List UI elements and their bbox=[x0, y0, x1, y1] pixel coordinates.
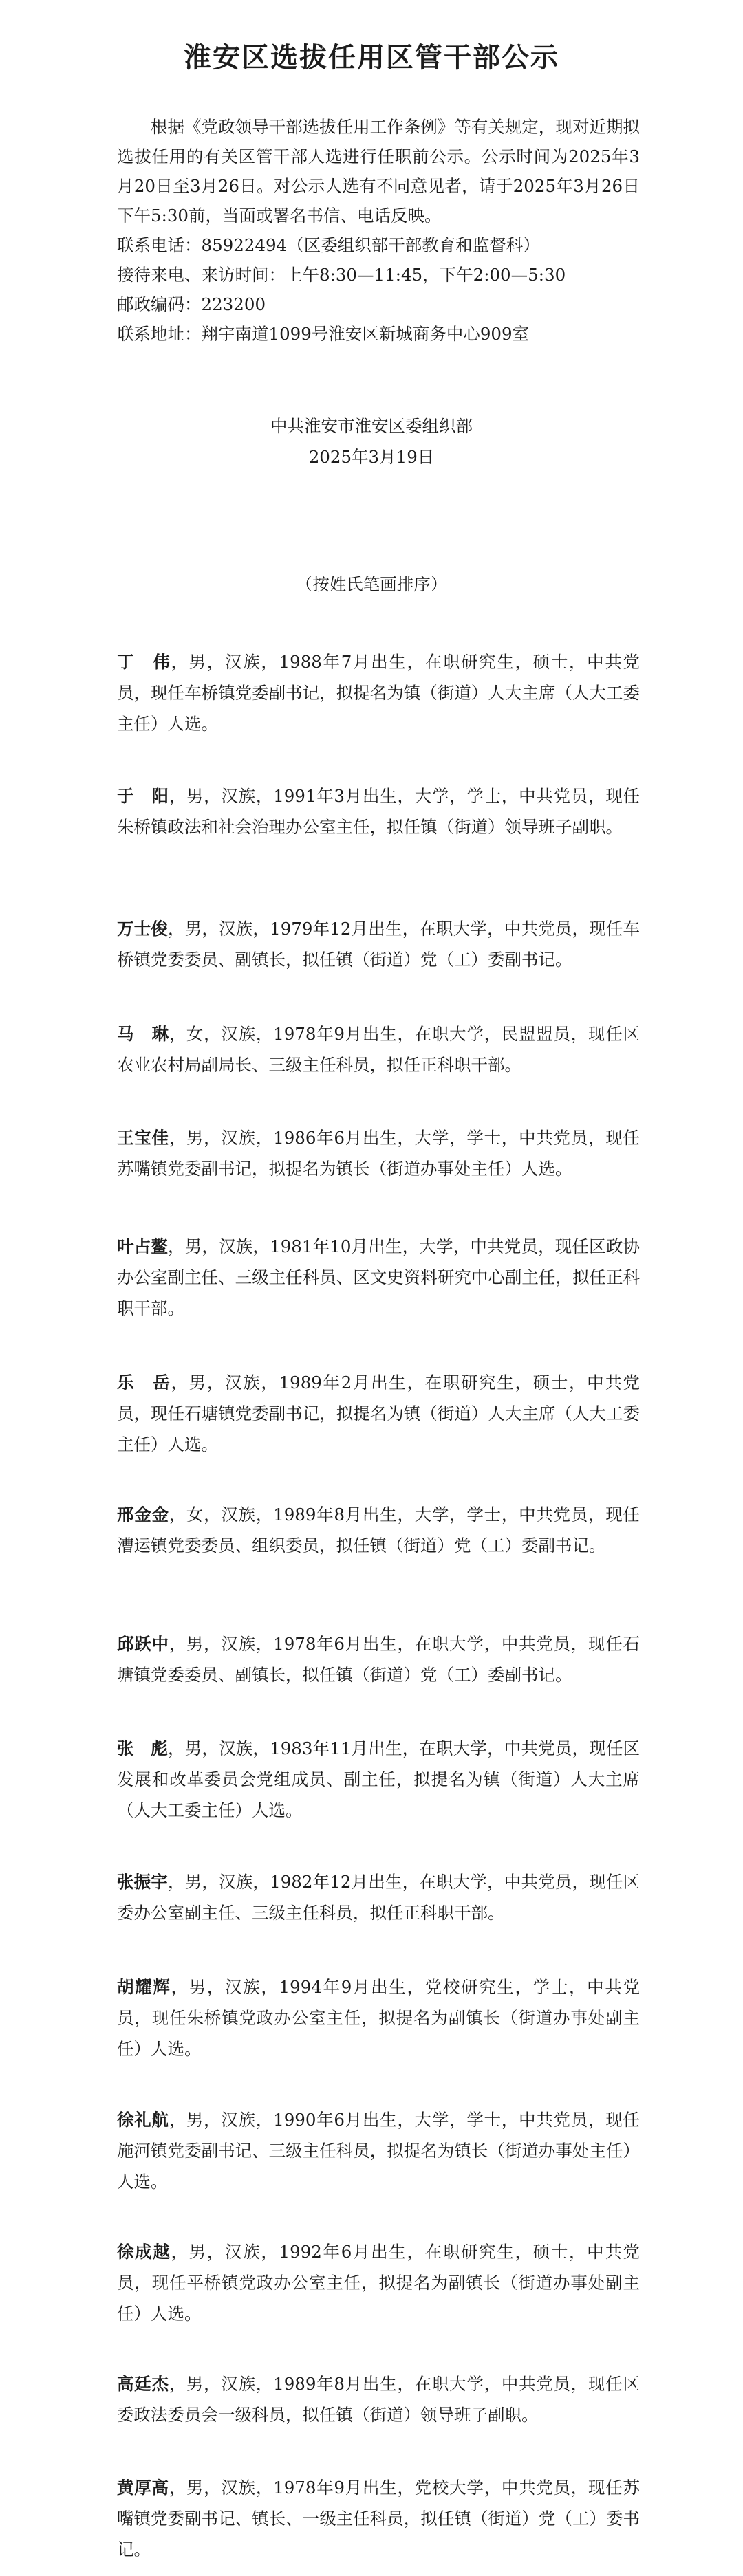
person-name: 徐成越 bbox=[117, 2242, 171, 2262]
signature-date: 2025年3月19日 bbox=[308, 447, 435, 467]
person-name: 高廷杰 bbox=[117, 2374, 169, 2394]
person-name: 邱跃中 bbox=[117, 1634, 169, 1654]
page-title: 淮安区选拔任用区管干部公示 bbox=[184, 42, 559, 74]
intro-paragraph: 根据《党政领导干部选拔任用工作条例》等有关规定，现对近期拟选拔任用的有关区管干部人选进行任职前公示。公示时间为2025年3月20日至3月26日。对公示人选有不同意见者，请于2025年3月26日下午5:30前，当面或署名书信、电话反映。 bbox=[117, 117, 640, 226]
order-note: （按姓氏笔画排序） bbox=[295, 574, 448, 594]
person-description: ，男，汉族，1990年6月出生，大学，学士，中共党员，现任施河镇党委副书记、三级主任科员，拟提名为镇长（街道办事处主任）人选。 bbox=[117, 2110, 640, 2192]
person-entry bbox=[117, 1866, 640, 1928]
person-description: ，女，汉族，1989年8月出生，大学，学士，中共党员，现任漕运镇党委委员、组织委员，拟任镇（街道）党（工）委副书记。 bbox=[117, 1505, 640, 1556]
person-name: 邢金金 bbox=[117, 1505, 169, 1525]
person-entry bbox=[117, 1231, 640, 1324]
person-description: ，男，汉族，1978年9月出生，党校大学，中共党员，现任苏嘴镇党委副书记、镇长、一级主任科员，拟任镇（街道）党（工）委书记。 bbox=[117, 2478, 640, 2559]
person-name: 万士俊 bbox=[117, 919, 169, 939]
person-entry bbox=[117, 1972, 640, 2064]
person-description: ，男，汉族，1981年10月出生，大学，中共党员，现任区政协办公室副主任、三级主任科员、区文史资料研究中心副主任，拟任正科职干部。 bbox=[117, 1236, 640, 1318]
contact-info bbox=[117, 230, 667, 349]
person-entry bbox=[117, 1628, 640, 1690]
person-name: 于 阳 bbox=[117, 786, 169, 806]
person-description: ，男，汉族，1991年3月出生，大学，学士，中共党员，现任朱桥镇政法和社会治理办公室主任，拟任镇（街道）领导班子副职。 bbox=[117, 786, 640, 837]
person-entry bbox=[117, 1733, 640, 1826]
person-name: 张振宇 bbox=[117, 1872, 169, 1892]
signature-org: 中共淮安市淮安区委组织部 bbox=[270, 416, 473, 436]
person-entry bbox=[117, 646, 640, 739]
person-name: 胡耀辉 bbox=[117, 1977, 171, 1997]
person-description: ，男，汉族，1988年7月出生，在职研究生，硕士，中共党员，现任车桥镇党委副书记，拟提名为镇（街道）人大主席（人大工委主任）人选。 bbox=[117, 652, 640, 734]
person-name: 叶占鳌 bbox=[117, 1236, 169, 1256]
person-entry bbox=[117, 2104, 640, 2197]
person-name: 乐 岳 bbox=[117, 1373, 171, 1393]
person-name: 徐礼航 bbox=[117, 2110, 169, 2130]
person-description: ，男，汉族，1989年2月出生，在职研究生，硕士，中共党员，现任石塘镇党委副书记，拟提名为镇（街道）人大主席（人大工委主任）人选。 bbox=[117, 1373, 640, 1454]
contact-address: 联系地址：翔宇南道1099号淮安区新城商务中心909室 bbox=[117, 324, 530, 344]
person-entry bbox=[117, 2472, 640, 2565]
person-entry bbox=[117, 1018, 640, 1080]
person-entry bbox=[117, 2236, 640, 2329]
person-entry bbox=[117, 913, 640, 975]
person-description: ，男，汉族，1982年12月出生，在职大学，中共党员，现任区委办公室副主任、三级主任科员，拟任正科职干部。 bbox=[117, 1872, 640, 1923]
person-entry bbox=[117, 1367, 640, 1460]
person-entry bbox=[117, 1499, 640, 1561]
person-description: ，男，汉族，1992年6月出生，在职研究生，硕士，中共党员，现任平桥镇党政办公室主任，拟提名为副镇长（街道办事处副主任）人选。 bbox=[117, 2242, 640, 2324]
contact-phone: 联系电话：85922494（区委组织部干部教育和监督科） bbox=[117, 235, 540, 255]
person-name: 马 琳 bbox=[117, 1024, 169, 1044]
person-description: ，男，汉族，1986年6月出生，大学，学士，中共党员，现任苏嘴镇党委副书记，拟提名为镇长（街道办事处主任）人选。 bbox=[117, 1128, 640, 1179]
person-description: ，男，汉族，1983年11月出生，在职大学，中共党员，现任区发展和改革委员会党组成员、副主任，拟提名为镇（街道）人大主席（人大工委主任）人选。 bbox=[117, 1738, 640, 1820]
person-description: ，女，汉族，1978年9月出生，在职大学，民盟盟员，现任区农业农村局副局长、三级主任科员，拟任正科职干部。 bbox=[117, 1024, 640, 1075]
person-name: 王宝佳 bbox=[117, 1128, 169, 1148]
person-entry bbox=[117, 781, 640, 842]
person-description: ，男，汉族，1989年8月出生，在职大学，中共党员，现任区委政法委员会一级科员，拟任镇（街道）领导班子副职。 bbox=[117, 2374, 640, 2425]
reception-hours: 接待来电、来访时间：上午8:30—11:45，下午2:00—5:30 bbox=[117, 265, 566, 285]
person-description: ，男，汉族，1994年9月出生，党校研究生，学士，中共党员，现任朱桥镇党政办公室主任，拟提名为副镇长（街道办事处副主任）人选。 bbox=[117, 1977, 640, 2059]
person-description: ，男，汉族，1978年6月出生，在职大学，中共党员，现任石塘镇党委委员、副镇长，拟任镇（街道）党（工）委副书记。 bbox=[117, 1634, 640, 1685]
postal-code: 邮政编码：223200 bbox=[117, 294, 266, 314]
person-name: 黄厚高 bbox=[117, 2478, 169, 2498]
person-name: 丁 伟 bbox=[117, 652, 171, 672]
person-entry bbox=[117, 2368, 640, 2430]
person-entry bbox=[117, 1122, 640, 1184]
person-name: 张 彪 bbox=[117, 1738, 169, 1758]
person-description: ，男，汉族，1979年12月出生，在职大学，中共党员，现任车桥镇党委委员、副镇长，拟任镇（街道）党（工）委副书记。 bbox=[117, 919, 640, 970]
